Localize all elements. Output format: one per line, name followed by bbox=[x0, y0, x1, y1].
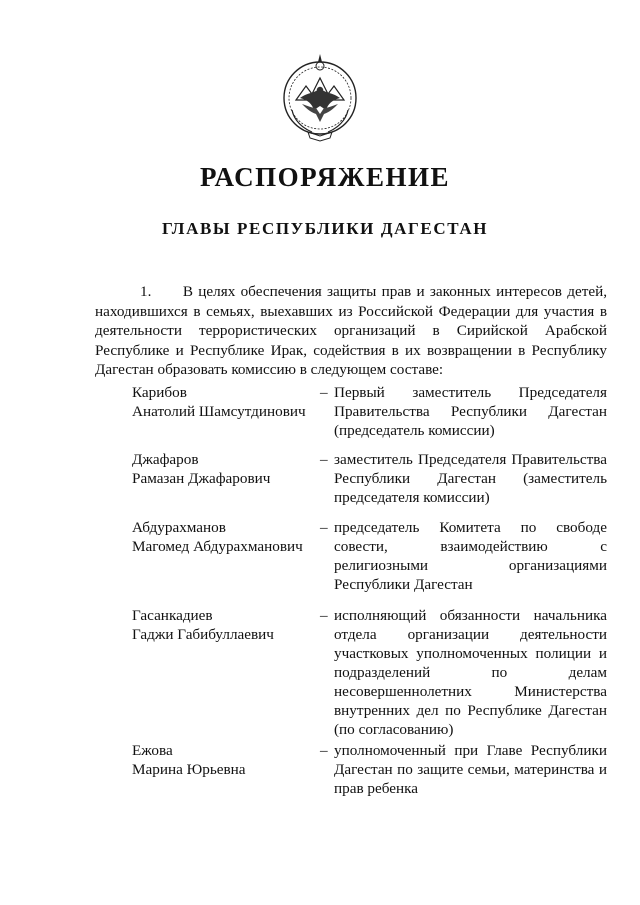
member-name bbox=[132, 450, 317, 488]
member-given-name: Магомед Абдурахманович bbox=[132, 538, 303, 555]
eagle-emblem-icon bbox=[278, 48, 362, 144]
member-given-name: Марина Юрьевна bbox=[132, 761, 246, 778]
member-role: заместитель Председателя Правительства Республики Дагестан (заместитель председателя комиссии) bbox=[334, 451, 607, 506]
member-role: уполномоченный при Главе Республики Дагестан по защите семьи, материнства и прав ребенка bbox=[334, 742, 607, 797]
member-name bbox=[132, 606, 317, 644]
member-dash: – bbox=[320, 451, 328, 468]
member-surname: Гасанкадиев bbox=[132, 607, 213, 624]
intro-paragraph: 1. В целях обеспечения защиты прав и законных интересов детей, находившихся в семьях, выехавших из Российской Федерации для участия в деятельности террористических организаций в Сирийской Арабской Республике и Республике Ирак, содействия в их возвращении в Республику Дагестан образовать комиссию в следующем составе: bbox=[95, 283, 607, 378]
document-title: РАСПОРЯЖЕНИЕ bbox=[199, 162, 451, 192]
member-surname: Джафаров bbox=[132, 451, 199, 468]
document-subtitle: ГЛАВЫ РЕСПУБЛИКИ ДАГЕСТАН bbox=[161, 219, 489, 238]
member-name bbox=[132, 383, 317, 421]
member-given-name: Гаджи Габибуллаевич bbox=[132, 626, 274, 643]
coat-of-arms-emblem bbox=[278, 48, 362, 144]
member-name bbox=[132, 741, 317, 779]
member-given-name: Рамазан Джафарович bbox=[132, 470, 271, 487]
member-surname: Карибов bbox=[132, 384, 187, 401]
member-role: исполняющий обязанности начальника отдела организации деятельности участковых уполномоченных полиции и подразделений по делам несовершеннолетних Министерства внутренних дел по Республике Дагестан (по согласованию) bbox=[334, 607, 607, 738]
member-role: председатель Комитета по свободе совести, взаимодействию с религиозными организациями Республики Дагестан bbox=[334, 519, 607, 593]
member-dash: – bbox=[320, 384, 328, 401]
member-dash: – bbox=[320, 742, 328, 759]
member-name bbox=[132, 518, 317, 556]
member-surname: Абдурахманов bbox=[132, 519, 226, 536]
member-given-name: Анатолий Шамсутдинович bbox=[132, 403, 306, 420]
member-dash: – bbox=[320, 607, 328, 624]
member-dash: – bbox=[320, 519, 328, 536]
member-surname: Ежова bbox=[132, 742, 173, 759]
member-role: Первый заместитель Председателя Правительства Республики Дагестан (председатель комиссии) bbox=[334, 384, 607, 439]
